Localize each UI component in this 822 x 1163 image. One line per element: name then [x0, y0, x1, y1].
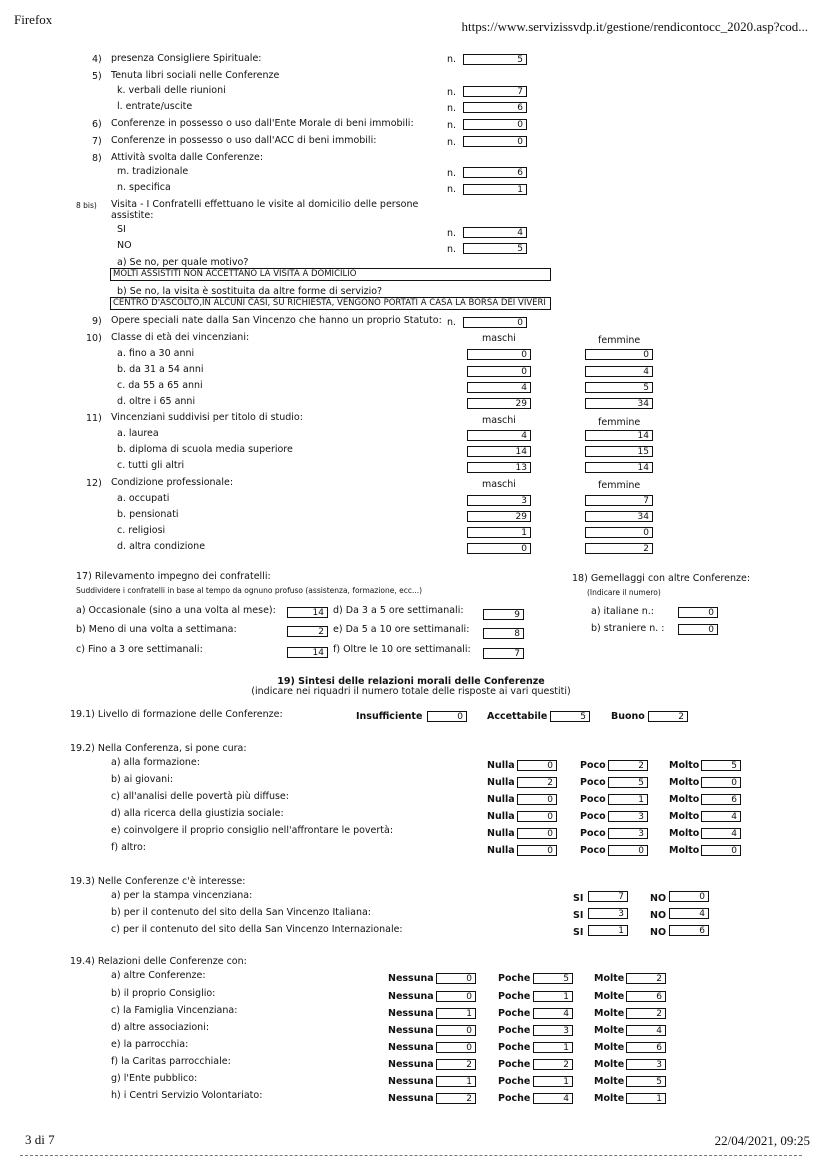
nulla-label: Nulla — [487, 760, 515, 771]
poco-label: Poco — [580, 760, 606, 771]
item-9-label: Opere speciali nate dalla San Vincenzo che hanno un proprio Statuto: — [111, 315, 442, 326]
poche-label: Poche — [498, 1093, 531, 1104]
item-11b-m[interactable]: 14 — [467, 446, 531, 457]
si-label: SI — [573, 910, 584, 921]
s17a-label: a) Occasionale (sino a una volta al mese): — [76, 605, 276, 616]
item-8bis-label-1: Visita - I Confratelli effettuano le visite al domicilio delle persone — [111, 199, 419, 210]
s194-row-label: e) la parrocchia: — [111, 1039, 189, 1050]
item-10b-label: b. da 31 a 54 anni — [117, 364, 204, 375]
item-5k-field[interactable]: 7 — [463, 86, 527, 97]
s18-sub: (Indicare il numero) — [587, 588, 661, 597]
item-5-label: Tenuta libri sociali nelle Conferenze — [111, 70, 280, 81]
s194-row-label: c) la Famiglia Vincenziana: — [111, 1005, 238, 1016]
s19-sub: (indicare nei riquadri il numero totale delle risposte ai vari questiti) — [251, 686, 571, 697]
n-label: n. — [447, 168, 457, 179]
item-12b-m[interactable]: 29 — [467, 511, 531, 522]
item-12c-label: c. religiosi — [117, 525, 166, 536]
molto-label: Molto — [669, 845, 700, 856]
item-12-num: 12) — [86, 478, 102, 489]
poche-label: Poche — [498, 1059, 531, 1070]
s18a-field[interactable]: 0 — [678, 607, 718, 618]
molte-label: Molte — [594, 991, 625, 1002]
s194-molte-field[interactable]: 6 — [626, 1042, 666, 1053]
item-12a-m[interactable]: 3 — [467, 495, 531, 506]
item-6-num: 6) — [92, 119, 102, 130]
poche-label: Poche — [498, 973, 531, 984]
item-8bis-no-field[interactable]: 5 — [463, 243, 527, 254]
molte-label: Molte — [594, 973, 625, 984]
s17c-field[interactable]: 14 — [287, 647, 328, 658]
s193-label: 19.3) Nelle Conferenze c'è interesse: — [70, 876, 246, 887]
s194-nessuna-field[interactable]: 1 — [436, 1076, 476, 1087]
s194-molte-field[interactable]: 6 — [626, 991, 666, 1002]
item-10c-m[interactable]: 4 — [467, 382, 531, 393]
s194-row-label: g) l'Ente pubblico: — [111, 1073, 198, 1084]
molto-label: Molto — [669, 794, 700, 805]
s192-row-label: d) alla ricerca della giustizia sociale: — [111, 808, 284, 819]
item-10d-f[interactable]: 34 — [585, 398, 653, 409]
n-label: n. — [447, 244, 457, 255]
item-10c-f[interactable]: 5 — [585, 382, 653, 393]
n-label: n. — [447, 137, 457, 148]
item-12d-label: d. altra condizione — [117, 541, 206, 552]
s191-c1: Insufficiente — [356, 711, 423, 722]
item-6-field[interactable]: 0 — [463, 119, 527, 130]
molte-label: Molte — [594, 1008, 625, 1019]
s193-row-label: c) per il contenuto del sito della San Vincenzo Internazionale: — [111, 924, 403, 935]
maschi-header: maschi — [482, 333, 516, 344]
item-12d-m[interactable]: 0 — [467, 543, 531, 554]
item-8bis-si-label: SI — [117, 224, 126, 235]
s192-poco-field[interactable]: 3 — [608, 828, 648, 839]
item-12a-f[interactable]: 7 — [585, 495, 653, 506]
s17f-label: f) Oltre le 10 ore settimanali: — [333, 644, 471, 655]
nulla-label: Nulla — [487, 845, 515, 856]
item-9-num: 9) — [92, 316, 102, 327]
s194-poche-field[interactable]: 3 — [533, 1025, 573, 1036]
s18b-field[interactable]: 0 — [678, 624, 718, 635]
si-label: SI — [573, 927, 584, 938]
item-11a-m[interactable]: 4 — [467, 430, 531, 441]
nessuna-label: Nessuna — [388, 973, 434, 984]
item-9-field[interactable]: 0 — [463, 317, 527, 328]
s191-v1[interactable]: 0 — [427, 711, 467, 722]
item-5l-label: l. entrate/uscite — [117, 101, 193, 112]
poche-label: Poche — [498, 1042, 531, 1053]
s192-row-label: f) altro: — [111, 842, 146, 853]
item-8bis-label-2: assistite: — [111, 210, 154, 221]
item-12a-label: a. occupati — [117, 493, 170, 504]
item-8m-field[interactable]: 6 — [463, 167, 527, 178]
s192-label: 19.2) Nella Conferenza, si pone cura: — [70, 743, 247, 754]
n-label: n. — [447, 120, 457, 131]
si-label: SI — [573, 893, 584, 904]
item-8-label: Attività svolta dalle Conferenze: — [111, 152, 264, 163]
s191-v3[interactable]: 2 — [648, 711, 688, 722]
item-7-label: Conferenze in possesso o uso dall'ACC di beni immobili: — [111, 135, 377, 146]
item-10-label: Classe di età dei vincenziani: — [111, 332, 250, 343]
s194-molte-field[interactable]: 1 — [626, 1093, 666, 1104]
s193-no-field[interactable]: 6 — [669, 925, 709, 936]
s194-nessuna-field[interactable]: 0 — [436, 973, 476, 984]
item-12b-label: b. pensionati — [117, 509, 179, 520]
nulla-label: Nulla — [487, 777, 515, 788]
s194-poche-field[interactable]: 2 — [533, 1059, 573, 1070]
item-10d-label: d. oltre i 65 anni — [117, 396, 196, 407]
molte-label: Molte — [594, 1076, 625, 1087]
s192-nulla-field[interactable]: 2 — [517, 777, 557, 788]
s18a-label: a) italiane n.: — [591, 606, 654, 617]
s194-nessuna-field[interactable]: 1 — [436, 1008, 476, 1019]
maschi-header: maschi — [482, 479, 516, 490]
n-label: n. — [447, 184, 457, 195]
s192-row-label: e) coinvolgere il proprio consiglio nell'affrontare le povertà: — [111, 825, 394, 836]
item-12c-f[interactable]: 0 — [585, 527, 653, 538]
s194-row-label: d) altre associazioni: — [111, 1022, 210, 1033]
item-11-num: 11) — [86, 413, 102, 424]
no-label: NO — [650, 910, 667, 921]
s18b-label: b) straniere n. : — [591, 623, 665, 634]
s192-poco-field[interactable]: 3 — [608, 811, 648, 822]
s194-poche-field[interactable]: 1 — [533, 991, 573, 1002]
item-8m-label: m. tradizionale — [117, 166, 189, 177]
s192-nulla-field[interactable]: 0 — [517, 811, 557, 822]
molte-label: Molte — [594, 1042, 625, 1053]
nulla-label: Nulla — [487, 811, 515, 822]
nessuna-label: Nessuna — [388, 1093, 434, 1104]
s193-no-field[interactable]: 0 — [669, 891, 709, 902]
s17e-field[interactable]: 8 — [483, 628, 524, 639]
s192-poco-field[interactable]: 2 — [608, 760, 648, 771]
item-12d-f[interactable]: 2 — [585, 543, 653, 554]
s17-title: 17) Rilevamento impegno dei confratelli: — [76, 571, 271, 582]
page-counter: 3 di 7 — [25, 1132, 55, 1147]
item-11c-f[interactable]: 14 — [585, 462, 653, 473]
item-8bis-no-label: NO — [117, 240, 132, 251]
nessuna-label: Nessuna — [388, 1025, 434, 1036]
poche-label: Poche — [498, 1008, 531, 1019]
s194-molte-field[interactable]: 3 — [626, 1059, 666, 1070]
s17d-label: d) Da 3 a 5 ore settimanali: — [333, 605, 464, 616]
molto-label: Molto — [669, 828, 700, 839]
item-11-label: Vincenziani suddivisi per titolo di studio: — [111, 412, 303, 423]
nessuna-label: Nessuna — [388, 1076, 434, 1087]
s193-row-label: a) per la stampa vincenziana: — [111, 890, 253, 901]
s192-row-label: a) alla formazione: — [111, 757, 200, 768]
n-label: n. — [447, 228, 457, 239]
s194-poche-field[interactable]: 1 — [533, 1042, 573, 1053]
s194-poche-field[interactable]: 1 — [533, 1076, 573, 1087]
item-4-label: presenza Consigliere Spirituale: — [111, 53, 262, 64]
n-label: n. — [447, 87, 457, 98]
s192-poco-field[interactable]: 5 — [608, 777, 648, 788]
item-8bis-qa-answer[interactable]: MOLTI ASSISTITI NON ACCETTANO LA VISITA A DOMICILIO — [110, 268, 551, 281]
nessuna-label: Nessuna — [388, 1042, 434, 1053]
item-8bis-si-field[interactable]: 4 — [463, 227, 527, 238]
s194-label: 19.4) Relazioni delle Conferenze con: — [70, 956, 247, 967]
no-label: NO — [650, 893, 667, 904]
item-8n-field[interactable]: 1 — [463, 184, 527, 195]
item-10a-label: a. fino a 30 anni — [117, 348, 195, 359]
nessuna-label: Nessuna — [388, 991, 434, 1002]
item-8n-label: n. specifica — [117, 182, 171, 193]
s192-molto-field[interactable]: 0 — [701, 845, 741, 856]
item-11a-f[interactable]: 14 — [585, 430, 653, 441]
s191-c2: Accettabile — [487, 711, 548, 722]
poche-label: Poche — [498, 991, 531, 1002]
s19-title: 19) Sintesi delle relazioni morali delle Conferenze — [277, 676, 545, 687]
s191-v2[interactable]: 5 — [550, 711, 590, 722]
s18-title: 18) Gemellaggi con altre Conferenze: — [572, 573, 751, 584]
molte-label: Molte — [594, 1093, 625, 1104]
poche-label: Poche — [498, 1025, 531, 1036]
s193-row-label: b) per il contenuto del sito della San Vincenzo Italiana: — [111, 907, 371, 918]
item-12c-m[interactable]: 1 — [467, 527, 531, 538]
s17-sub: Suddividere i confratelli in base al tempo da ognuno profuso (assistenza, formazione, ecc...) — [76, 586, 423, 595]
poco-label: Poco — [580, 794, 606, 805]
s193-si-field[interactable]: 1 — [588, 925, 628, 936]
item-12b-f[interactable]: 34 — [585, 511, 653, 522]
s17b-field[interactable]: 2 — [287, 626, 328, 637]
s194-nessuna-field[interactable]: 2 — [436, 1059, 476, 1070]
s17a-field[interactable]: 14 — [287, 607, 328, 618]
s194-poche-field[interactable]: 5 — [533, 973, 573, 984]
nessuna-label: Nessuna — [388, 1008, 434, 1019]
print-datetime: 22/04/2021, 09:25 — [714, 1133, 810, 1148]
item-8bis-qa: a) Se no, per quale motivo? — [117, 257, 249, 268]
s193-no-field[interactable]: 4 — [669, 908, 709, 919]
item-5l-field[interactable]: 6 — [463, 102, 527, 113]
page-url: https://www.servizissvdp.it/gestione/rendicontocc_2020.asp?cod... — [461, 19, 808, 34]
s192-row-label: b) ai giovani: — [111, 774, 174, 785]
item-6-label: Conferenze in possesso o uso dall'Ente Morale di beni immobili: — [111, 118, 414, 129]
poche-label: Poche — [498, 1076, 531, 1087]
poco-label: Poco — [580, 828, 606, 839]
s192-molto-field[interactable]: 4 — [701, 811, 741, 822]
item-4-field[interactable]: 5 — [463, 54, 527, 65]
n-label: n. — [447, 54, 457, 65]
s17d-field[interactable]: 9 — [483, 609, 524, 620]
s194-row-label: h) i Centri Servizio Volontariato: — [111, 1090, 263, 1101]
nulla-label: Nulla — [487, 794, 515, 805]
s192-poco-field[interactable]: 1 — [608, 794, 648, 805]
s193-si-field[interactable]: 7 — [588, 891, 628, 902]
nessuna-label: Nessuna — [388, 1059, 434, 1070]
s192-nulla-field[interactable]: 0 — [517, 794, 557, 805]
s194-nessuna-field[interactable]: 2 — [436, 1093, 476, 1104]
n-label: n. — [447, 317, 457, 328]
molto-label: Molto — [669, 760, 700, 771]
s192-molto-field[interactable]: 6 — [701, 794, 741, 805]
item-8-num: 8) — [92, 153, 102, 164]
s194-nessuna-field[interactable]: 0 — [436, 991, 476, 1002]
s194-nessuna-field[interactable]: 0 — [436, 1042, 476, 1053]
s194-poche-field[interactable]: 4 — [533, 1008, 573, 1019]
item-8bis-qb: b) Se no, la visita è sostituita da altre forme di servizio? — [117, 286, 383, 297]
molto-label: Molto — [669, 811, 700, 822]
poco-label: Poco — [580, 777, 606, 788]
s194-molte-field[interactable]: 2 — [626, 1008, 666, 1019]
item-12-label: Condizione professionale: — [111, 477, 234, 488]
s192-molto-field[interactable]: 0 — [701, 777, 741, 788]
item-10-num: 10) — [86, 333, 102, 344]
s17e-label: e) Da 5 a 10 ore settimanali: — [333, 624, 470, 635]
item-10a-f[interactable]: 0 — [585, 349, 653, 360]
s192-nulla-field[interactable]: 0 — [517, 760, 557, 771]
s192-poco-field[interactable]: 0 — [608, 845, 648, 856]
molto-label: Molto — [669, 777, 700, 788]
s193-si-field[interactable]: 3 — [588, 908, 628, 919]
item-11c-m[interactable]: 13 — [467, 462, 531, 473]
s192-nulla-field[interactable]: 0 — [517, 828, 557, 839]
s194-molte-field[interactable]: 5 — [626, 1076, 666, 1087]
s192-row-label: c) all'analisi delle povertà più diffuse: — [111, 791, 289, 802]
item-10c-label: c. da 55 a 65 anni — [117, 380, 203, 391]
s194-nessuna-field[interactable]: 0 — [436, 1025, 476, 1036]
item-7-field[interactable]: 0 — [463, 136, 527, 147]
item-11a-label: a. laurea — [117, 428, 159, 439]
footer-divider — [20, 1155, 802, 1156]
no-label: NO — [650, 927, 667, 938]
s17b-label: b) Meno di una volta a settimana: — [76, 624, 237, 635]
item-7-num: 7) — [92, 136, 102, 147]
item-10a-m[interactable]: 0 — [467, 349, 531, 360]
s192-molto-field[interactable]: 5 — [701, 760, 741, 771]
s194-row-label: b) il proprio Consiglio: — [111, 988, 216, 999]
s191-label: 19.1) Livello di formazione delle Conferenze: — [70, 709, 283, 720]
s192-nulla-field[interactable]: 0 — [517, 845, 557, 856]
s194-molte-field[interactable]: 2 — [626, 973, 666, 984]
s17f-field[interactable]: 7 — [483, 648, 524, 659]
item-8bis-qb-answer[interactable]: CENTRO D'ASCOLTO,IN ALCUNI CASI, SU RICHIESTA, VENGONO PORTATI A CASA LA BORSA DEI VIVERI — [110, 297, 551, 310]
molte-label: Molte — [594, 1059, 625, 1070]
s194-poche-field[interactable]: 4 — [533, 1093, 573, 1104]
item-11b-label: b. diploma di scuola media superiore — [117, 444, 293, 455]
browser-name: Firefox — [14, 12, 53, 27]
s194-row-label: f) la Caritas parrocchiale: — [111, 1056, 231, 1067]
s17c-label: c) Fino a 3 ore settimanali: — [76, 644, 203, 655]
item-4-num: 4) — [92, 54, 102, 65]
nulla-label: Nulla — [487, 828, 515, 839]
s194-row-label: a) altre Conferenze: — [111, 970, 206, 981]
item-10b-m[interactable]: 0 — [467, 366, 531, 377]
femmine-header: femmine — [598, 480, 641, 491]
femmine-header: femmine — [598, 417, 641, 428]
poco-label: Poco — [580, 811, 606, 822]
item-11b-f[interactable]: 15 — [585, 446, 653, 457]
item-10b-f[interactable]: 4 — [585, 366, 653, 377]
n-label: n. — [447, 103, 457, 114]
item-8bis-num: 8 bis) — [76, 201, 97, 210]
maschi-header: maschi — [482, 415, 516, 426]
s192-molto-field[interactable]: 4 — [701, 828, 741, 839]
s194-molte-field[interactable]: 4 — [626, 1025, 666, 1036]
item-5k-label: k. verbali delle riunioni — [117, 85, 226, 96]
s191-c3: Buono — [611, 711, 645, 722]
poco-label: Poco — [580, 845, 606, 856]
molte-label: Molte — [594, 1025, 625, 1036]
item-10d-m[interactable]: 29 — [467, 398, 531, 409]
femmine-header: femmine — [598, 335, 641, 346]
item-11c-label: c. tutti gli altri — [117, 460, 185, 471]
item-5-num: 5) — [92, 71, 102, 82]
